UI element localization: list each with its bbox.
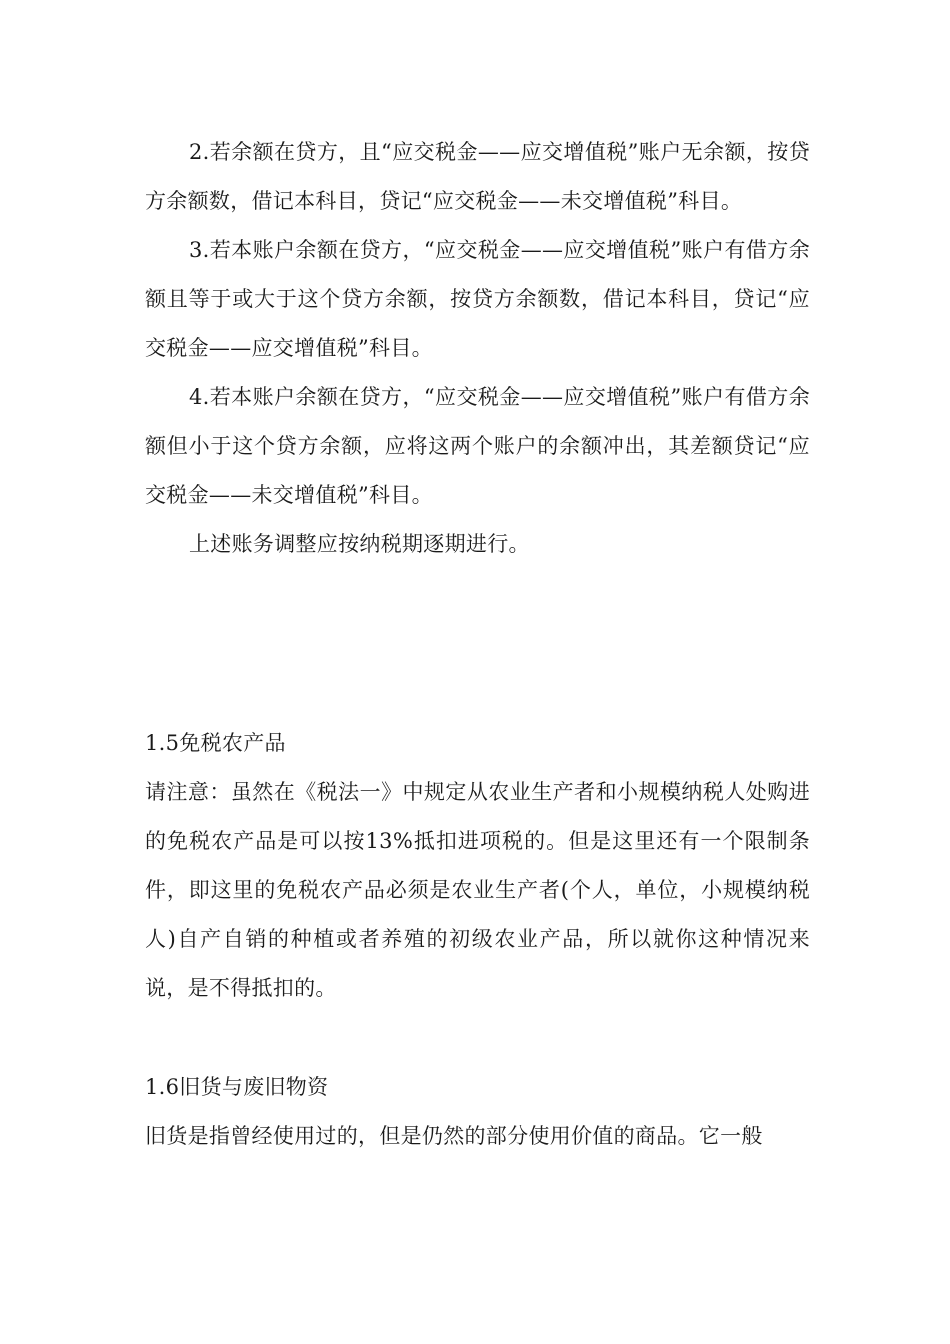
- document-page: [145, 128, 810, 1161]
- section-heading-1-5: 1.5免税农产品: [145, 731, 286, 755]
- paragraph-summary: 上述账务调整应按纳税期逐期进行。: [189, 532, 530, 556]
- paragraph-item-2: 2.若余额在贷方，且“应交税金——应交增值税”账户无余额，按贷方余额数，借记本科目，贷记“应交税金——未交增值税”科目。: [145, 140, 810, 213]
- section-body-1-6: 旧货是指曾经使用过的，但是仍然的部分使用价值的商品。它一般: [145, 1124, 763, 1148]
- paragraph-item-3: 3.若本账户余额在贷方，“应交税金——应交增值税”账户有借方余额且等于或大于这个贷方余额，按贷方余额数，借记本科目，贷记“应交税金——应交增值税”科目。: [145, 238, 810, 360]
- section-spacer: [145, 569, 810, 719]
- section-body-1-5: 请注意：虽然在《税法一》中规定从农业生产者和小规模纳税人处购进的免税农产品是可以按13%抵扣进项税的。但是这里还有一个限制条件，即这里的免税农产品必须是农业生产者(个人，单位，小规模纳税人)自产自销的种植或者养殖的初级农业产品，所以就你这种情况来说，是不得抵扣的。: [145, 780, 810, 1000]
- section-heading-1-6: 1.6旧货与废旧物资: [145, 1075, 329, 1099]
- paragraph-item-4: 4.若本账户余额在贷方，“应交税金——应交增值税”账户有借方余额但小于这个贷方余额，应将这两个账户的余额冲出，其差额贷记“应交税金——未交增值税”科目。: [145, 385, 810, 507]
- section-spacer: [145, 1013, 810, 1063]
